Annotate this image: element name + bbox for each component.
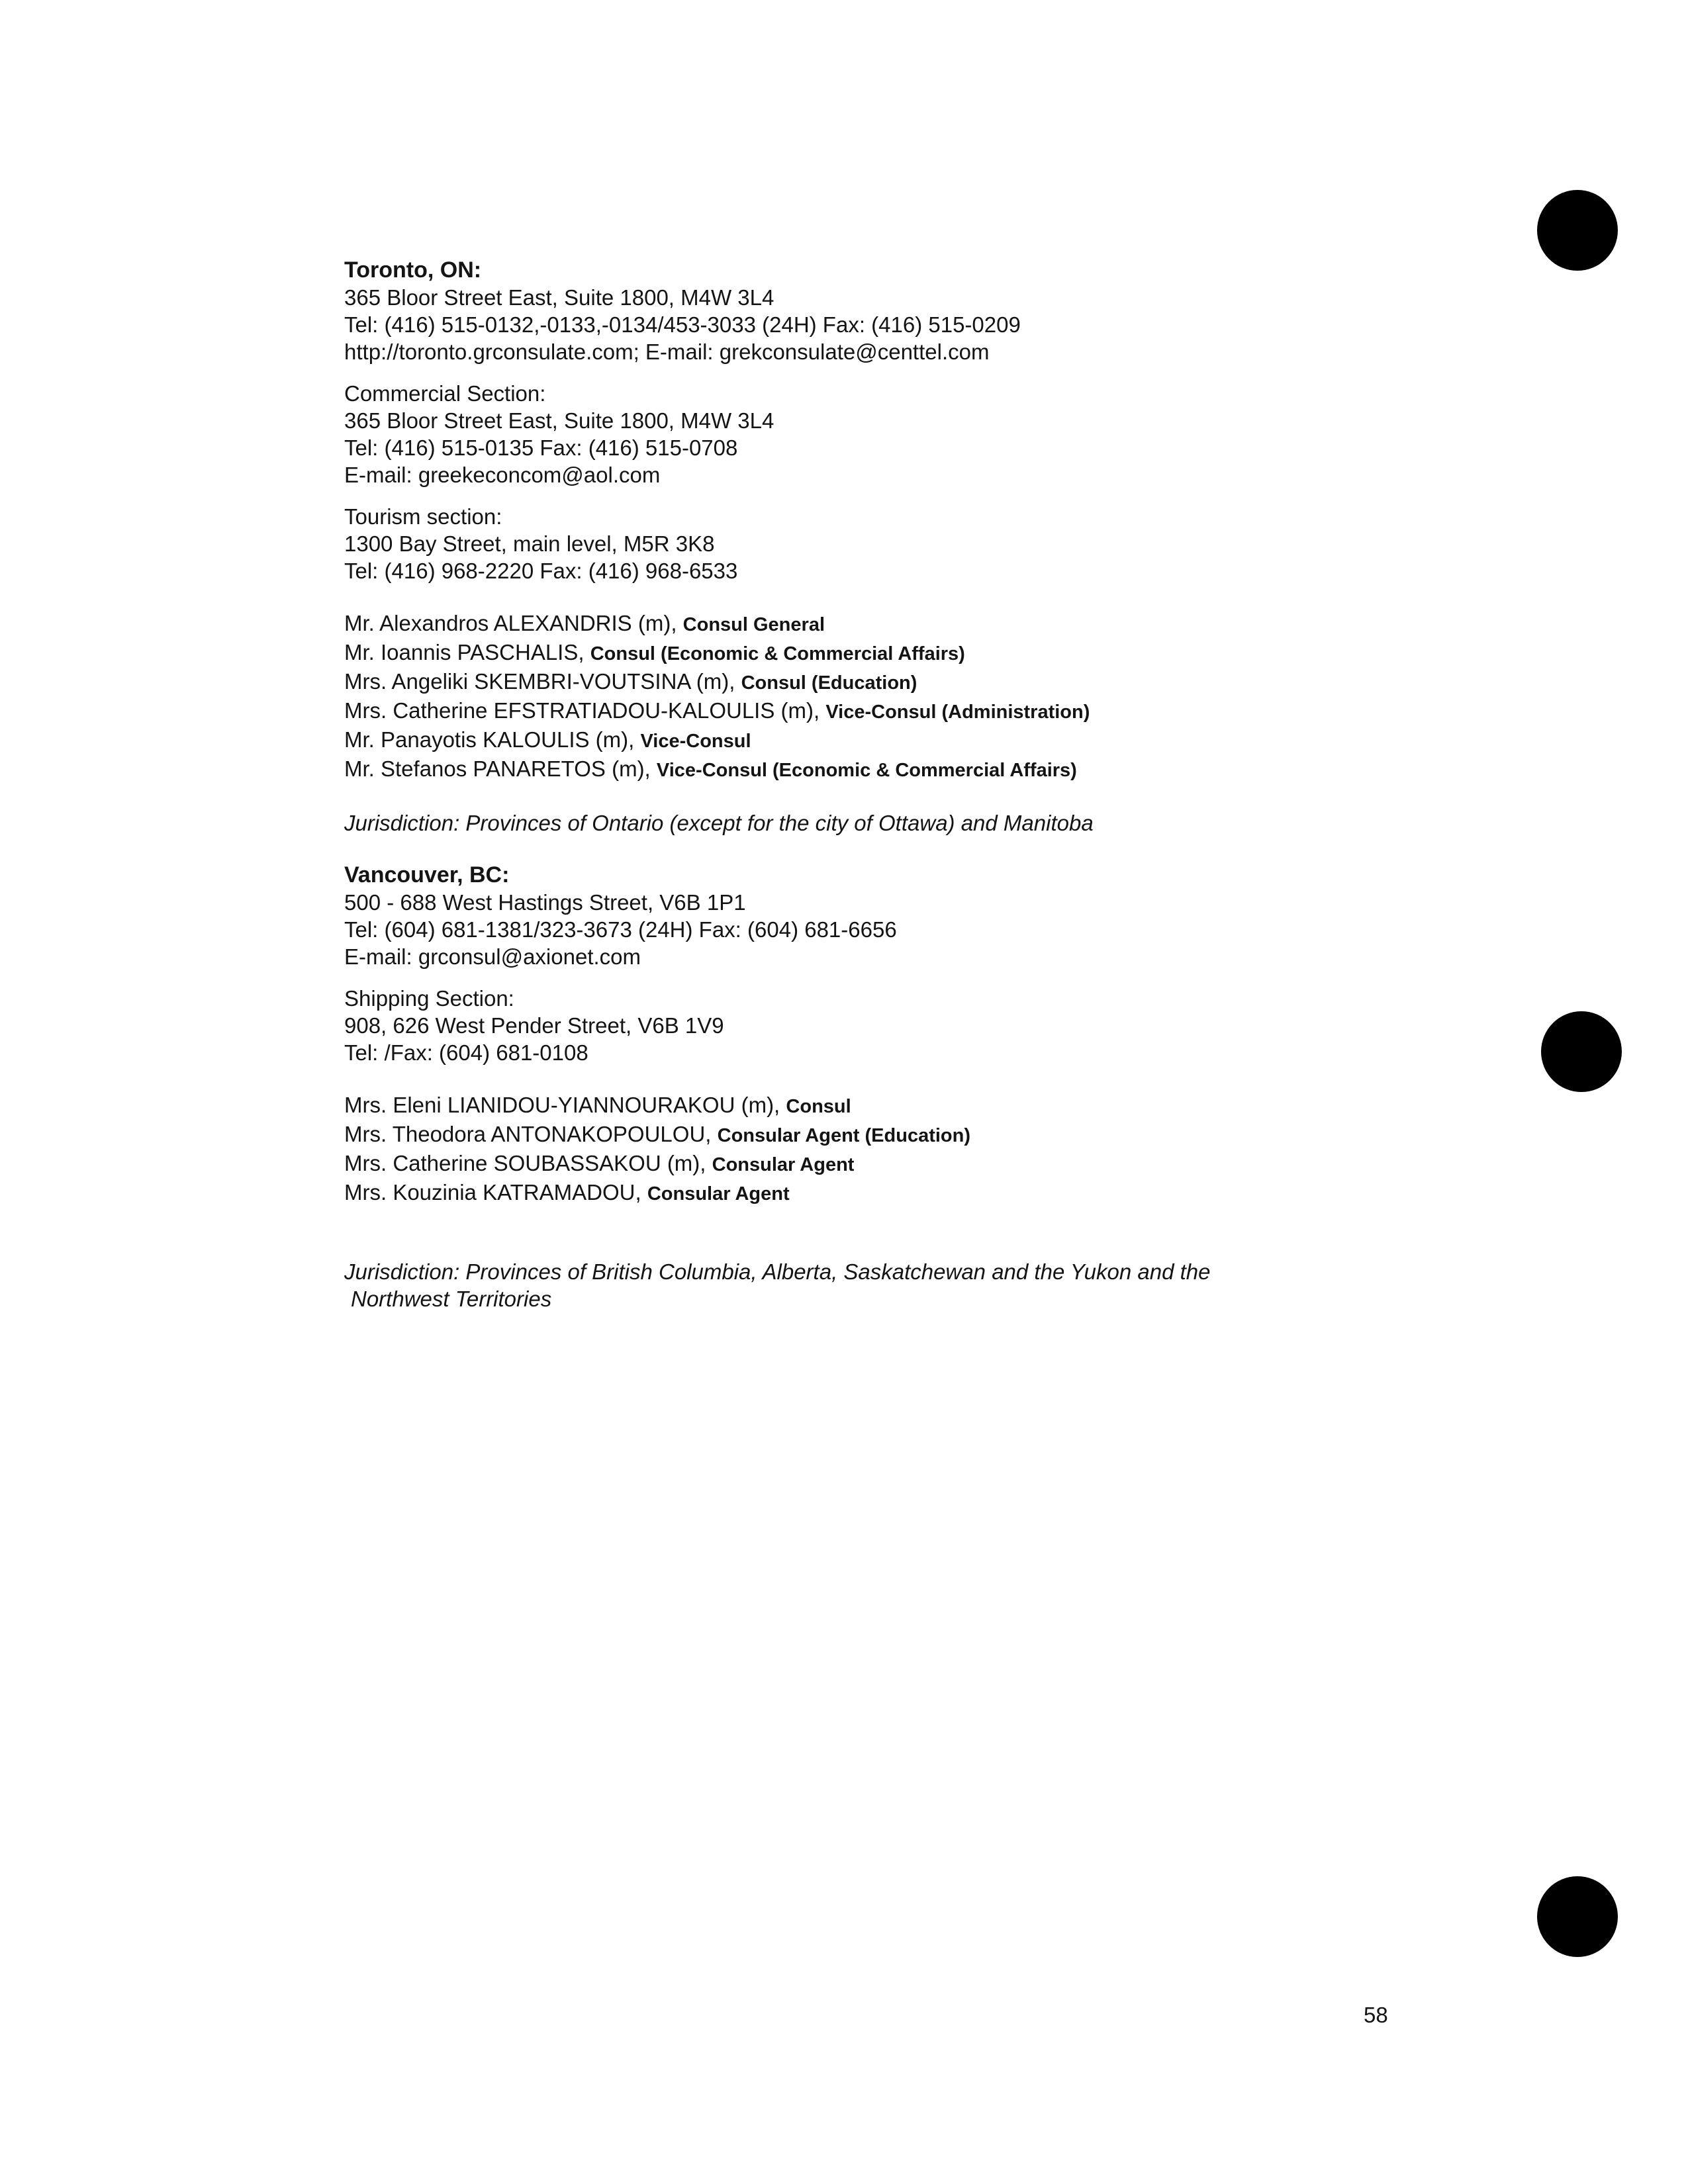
staff-name: Mrs. Angeliki SKEMBRI-VOUTSINA (m), xyxy=(344,669,741,694)
staff-title: Consul (Education) xyxy=(741,672,917,694)
staff-name: Mr. Ioannis PASCHALIS, xyxy=(344,640,590,664)
staff-name: Mrs. Theodora ANTONAKOPOULOU, xyxy=(344,1122,718,1146)
staff-row xyxy=(344,726,1470,755)
toronto-commercial-address: 365 Bloor Street East, Suite 1800, M4W 3L4 xyxy=(344,408,774,433)
vancouver-jurisdiction-line2: Northwest Territories xyxy=(351,1287,552,1311)
vancouver-email: E-mail: grconsul@axionet.com xyxy=(344,944,641,969)
staff-row xyxy=(344,1091,1470,1120)
staff-name: Mr. Alexandros ALEXANDRIS (m), xyxy=(344,611,683,635)
staff-name: Mrs. Catherine SOUBASSAKOU (m), xyxy=(344,1151,712,1175)
toronto-section xyxy=(344,257,1470,837)
toronto-tel: Tel: (416) 515-0132,-0133,-0134/453-3033 (24H) Fax: (416) 515-0209 xyxy=(344,312,1021,337)
staff-row xyxy=(344,1179,1470,1208)
vancouver-heading: Vancouver, BC: xyxy=(344,862,510,887)
staff-title: Consul xyxy=(786,1096,851,1117)
vancouver-shipping-tel: Tel: /Fax: (604) 681-0108 xyxy=(344,1040,588,1065)
binder-hole-middle xyxy=(1541,1011,1622,1092)
toronto-staff-list xyxy=(344,610,1470,784)
toronto-commercial-email: E-mail: greekeconcom@aol.com xyxy=(344,463,661,487)
toronto-web: http://toronto.grconsulate.com; E-mail: grekconsulate@centtel.com xyxy=(344,340,990,364)
toronto-tourism-tel: Tel: (416) 968-2220 Fax: (416) 968-6533 xyxy=(344,559,738,583)
staff-name: Mrs. Kouzinia KATRAMADOU, xyxy=(344,1180,647,1205)
staff-row xyxy=(344,1120,1470,1150)
staff-row xyxy=(344,639,1470,668)
staff-title: Vice-Consul (Economic & Commercial Affairs) xyxy=(656,760,1077,781)
staff-row xyxy=(344,1150,1470,1179)
staff-title: Vice-Consul (Administration) xyxy=(825,702,1090,723)
toronto-heading: Toronto, ON: xyxy=(344,257,482,283)
staff-title: Consul General xyxy=(682,614,825,635)
vancouver-shipping-label: Shipping Section: xyxy=(344,986,514,1011)
toronto-jurisdiction: Jurisdiction: Provinces of Ontario (except for the city of Ottawa) and Manitoba xyxy=(344,811,1094,835)
document-body xyxy=(344,257,1470,1312)
staff-title: Vice-Consul xyxy=(640,731,751,752)
vancouver-address: 500 - 688 West Hastings Street, V6B 1P1 xyxy=(344,890,746,915)
vancouver-section xyxy=(344,862,1470,1312)
binder-hole-top xyxy=(1537,190,1618,271)
staff-row xyxy=(344,668,1470,697)
staff-title: Consular Agent xyxy=(712,1154,855,1175)
staff-name: Mrs. Catherine EFSTRATIADOU-KALOULIS (m), xyxy=(344,698,826,723)
staff-name: Mr. Panayotis KALOULIS (m), xyxy=(344,727,641,752)
toronto-commercial-tel: Tel: (416) 515-0135 Fax: (416) 515-0708 xyxy=(344,435,738,460)
staff-title: Consul (Economic & Commercial Affairs) xyxy=(590,643,965,664)
vancouver-jurisdiction-line1: Jurisdiction: Provinces of British Columbia, Alberta, Saskatchewan and the Yukon and the xyxy=(344,1259,1211,1284)
binder-hole-bottom xyxy=(1537,1876,1618,1957)
staff-title: Consular Agent (Education) xyxy=(717,1125,971,1146)
toronto-tourism-address: 1300 Bay Street, main level, M5R 3K8 xyxy=(344,531,715,556)
toronto-commercial-label: Commercial Section: xyxy=(344,381,546,406)
staff-row xyxy=(344,610,1470,639)
vancouver-staff-list xyxy=(344,1091,1470,1208)
staff-name: Mr. Stefanos PANARETOS (m), xyxy=(344,756,657,781)
page-number: 58 xyxy=(1364,2003,1388,2027)
staff-row xyxy=(344,755,1470,784)
staff-name: Mrs. Eleni LIANIDOU-YIANNOURAKOU (m), xyxy=(344,1093,786,1117)
toronto-tourism-label: Tourism section: xyxy=(344,504,502,529)
vancouver-tel: Tel: (604) 681-1381/323-3673 (24H) Fax: (604) 681-6656 xyxy=(344,917,897,942)
staff-title: Consular Agent xyxy=(647,1183,790,1205)
toronto-address: 365 Bloor Street East, Suite 1800, M4W 3L4 xyxy=(344,285,774,310)
vancouver-shipping-address: 908, 626 West Pender Street, V6B 1V9 xyxy=(344,1013,724,1038)
staff-row xyxy=(344,697,1470,726)
